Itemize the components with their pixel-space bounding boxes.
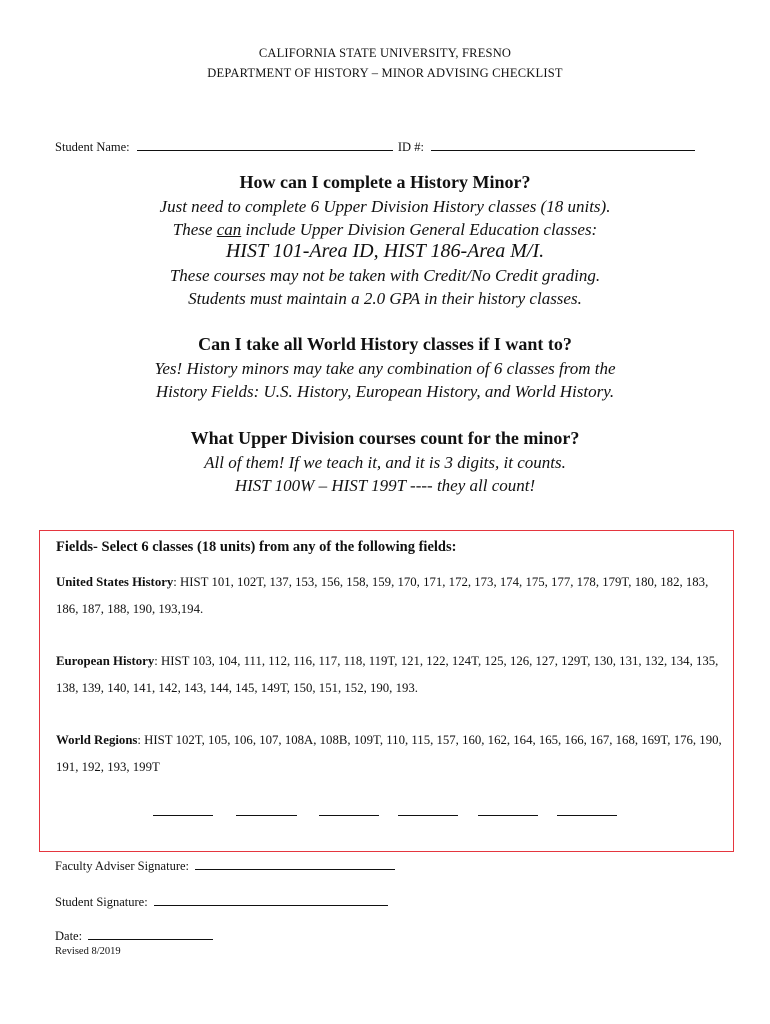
date-label: Date: xyxy=(55,929,83,943)
answer-line-2-underlined: can xyxy=(216,220,242,239)
question-upper-division: What Upper Division courses count for the minor? xyxy=(190,428,580,448)
answer-line-1: Just need to complete 6 Upper Division History classes (18 units). xyxy=(159,197,611,216)
answer-world-line-2: History Fields: U.S. History, European History, and World History. xyxy=(155,382,615,401)
student-signature-row xyxy=(55,892,388,910)
class-slot-3[interactable] xyxy=(319,815,379,816)
answer-upper-line-1: All of them! If we teach it, and it is 3 digits, it counts. xyxy=(204,453,566,472)
answer-line-3: HIST 101-Area ID, HIST 186-Area M/I. xyxy=(225,240,545,262)
fields-title: Fields- Select 6 classes (18 units) from any of the following fields: xyxy=(56,539,457,555)
faculty-adviser-signature-label: Faculty Adviser Signature: xyxy=(55,859,190,873)
student-id-field[interactable] xyxy=(431,137,695,151)
student-id-label: ID #: xyxy=(397,140,424,154)
answer-world-line-1: Yes! History minors may take any combination of 6 classes from the xyxy=(154,359,616,378)
student-info-row xyxy=(55,137,695,155)
student-signature-label: Student Signature: xyxy=(55,895,148,909)
answer-line-2-post: include Upper Division General Education classes: xyxy=(241,220,598,239)
world-regions-courses: : HIST 102T, 105, 106, 107, 108A, 108B, 109T, 110, 115, 157, 160, 162, 164, 165, 166, 167, 168, 169T, 176, 190, 191, 192, 193, 199T xyxy=(56,733,722,774)
student-signature-field[interactable] xyxy=(154,892,388,906)
world-regions-label: World Regions xyxy=(56,733,138,747)
question-complete-minor: How can I complete a History Minor? xyxy=(239,172,531,192)
class-slot-6[interactable] xyxy=(557,815,617,816)
answer-line-4: These courses may not be taken with Credit/No Credit grading. xyxy=(169,266,601,285)
us-history-courses: : HIST 101, 102T, 137, 153, 156, 158, 159, 170, 171, 172, 173, 174, 175, 177, 178, 179T, 180, 182, 183, 186, 187, 188, 190, 193,194. xyxy=(56,575,709,616)
university-name: CALIFORNIA STATE UNIVERSITY, FRESNO xyxy=(258,46,512,60)
european-history-field xyxy=(56,648,724,701)
us-history-label: United States History xyxy=(56,575,174,589)
class-slot-2[interactable] xyxy=(236,815,297,816)
european-history-label: European History xyxy=(56,654,155,668)
answer-line-2-pre: These xyxy=(172,220,217,239)
class-slot-1[interactable] xyxy=(153,815,213,816)
date-row xyxy=(55,926,213,944)
revision-date: Revised 8/2019 xyxy=(55,946,121,957)
us-history-field xyxy=(56,569,724,622)
student-name-field[interactable] xyxy=(137,137,393,151)
answer-line-2 xyxy=(0,220,770,240)
answer-line-5: Students must maintain a 2.0 GPA in their history classes. xyxy=(188,289,582,308)
class-slot-5[interactable] xyxy=(478,815,538,816)
student-name-label: Student Name: xyxy=(55,140,130,154)
date-field[interactable] xyxy=(88,926,213,940)
class-slot-4[interactable] xyxy=(398,815,458,816)
question-world-history: Can I take all World History classes if I want to? xyxy=(198,334,572,354)
faculty-adviser-signature-field[interactable] xyxy=(195,856,395,870)
world-regions-field xyxy=(56,727,724,780)
answer-upper-line-2: HIST 100W – HIST 199T ---- they all count! xyxy=(234,476,536,495)
document-title: DEPARTMENT OF HISTORY – MINOR ADVISING CHECKLIST xyxy=(207,66,563,80)
european-history-courses: : HIST 103, 104, 111, 112, 116, 117, 118, 119T, 121, 122, 124T, 125, 126, 127, 129T, 130, 131, 132, 134, 135, 138, 139, 140, 141, 142, 143, 144, 145, 149T, 150, 151, 152, 190, 193. xyxy=(56,654,719,695)
faculty-adviser-signature-row xyxy=(55,856,395,874)
